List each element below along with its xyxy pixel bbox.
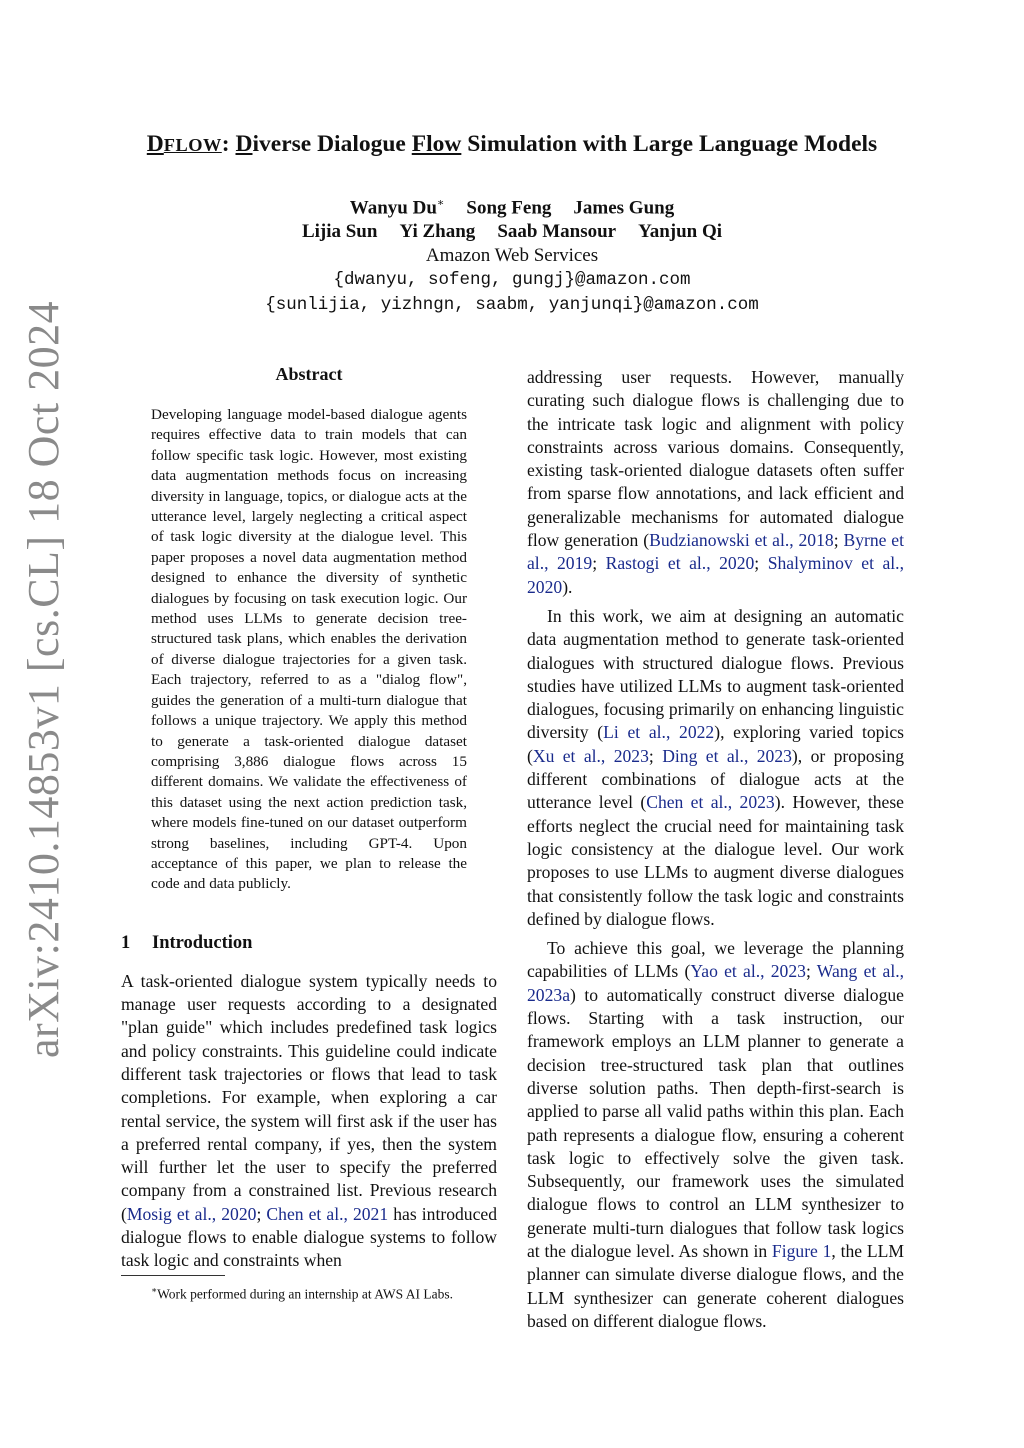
text-run: In this work, we aim at designing an automatic data augmentation method to generate task-oriented dialogues with structured dialogue flows. Previous studies have utilized LLMs to augment task-oriented dialogues, focusing primarily on enhancing linguistic diversity ( — [527, 605, 904, 743]
author-block — [0, 191, 1024, 318]
text-run: ), or proposing different combinations of dialogue acts at the utterance level ( — [527, 745, 904, 813]
intro-paragraph-2 — [527, 605, 904, 931]
text-run: ; — [754, 553, 768, 574]
citation-link[interactable]: Chen et al., 2023 — [646, 792, 775, 813]
author-name: Wanyu Du — [349, 197, 437, 219]
author-name: Yanjun Qi — [638, 221, 723, 243]
text-run: ; — [256, 1203, 267, 1224]
section-number: 1 — [121, 932, 131, 953]
citation-link[interactable]: Chen et al., 2021 — [266, 1203, 389, 1224]
text-run: ; — [805, 961, 817, 982]
citation-link[interactable]: Byrne et al., 2019 — [527, 530, 905, 574]
title-part: : — [221, 131, 236, 157]
author-row — [0, 220, 1024, 244]
email-line: {dwanyu, sofeng, gungj}@amazon.com — [333, 270, 691, 291]
figure-reference-link[interactable]: Figure 1 — [771, 1240, 832, 1261]
citation-link[interactable]: Ding et al., 2023 — [662, 745, 792, 766]
footnote-text: Work performed during an internship at AWS AI Labs. — [157, 1286, 454, 1302]
email-line: {sunlijia, yizhngn, saabm, yanjunqi}@amazon.com — [265, 295, 759, 316]
title-part: LOW — [175, 135, 222, 155]
right-column — [527, 366, 904, 1333]
intro-paragraph-3 — [527, 937, 904, 1333]
text-run: ), exploring varied topics ( — [527, 722, 904, 766]
text-run: ; — [833, 530, 844, 551]
section-heading — [121, 933, 497, 954]
paper-title — [0, 131, 1024, 158]
author-row — [0, 191, 1024, 220]
author-name: Saab Mansour — [497, 221, 617, 243]
arxiv-identifier: arXiv:2410.14853v1 [cs.CL] 18 Oct 2024 — [19, 300, 68, 1058]
citation-link[interactable]: Xu et al., 2023 — [532, 745, 649, 766]
section-title: Introduction — [152, 932, 253, 953]
title-part: F — [163, 135, 176, 155]
title-part: Flow — [411, 131, 462, 157]
title-part: D — [146, 131, 164, 157]
abstract-heading: Abstract — [275, 364, 343, 384]
author-name: James Gung — [573, 197, 675, 219]
citation-link[interactable]: Wang et al., 2023a — [527, 961, 905, 1005]
citation-link[interactable]: Mosig et al., 2020 — [126, 1203, 257, 1224]
text-run: To achieve this goal, we leverage the planning capabilities of LLMs ( — [527, 938, 904, 982]
footnote-marker: ∗ — [151, 1284, 158, 1295]
footnote-divider — [121, 1275, 225, 1276]
left-column — [121, 364, 497, 1302]
author-name: Lijia Sun — [301, 221, 378, 243]
footnote — [121, 1282, 497, 1303]
footnote-marker: ∗ — [436, 197, 445, 209]
citation-link[interactable]: Yao et al., 2023 — [690, 961, 806, 982]
intro-paragraph-1-continued — [527, 366, 904, 599]
title-part: Simulation with Large Language Models — [461, 131, 878, 157]
text-run: A task-oriented dialogue system typically needs to manage user requests according to a designated "plan guide" which includes predefined task logics and policy constraints. This guideline could indicate different task trajectories or flows that lead to task completions. For example, when exploring a car rental service, the system will first ask if the user has a preferred rental company, if yes, then the system will further let the user to specify the preferred company from a constrained list. Previous research ( — [121, 970, 497, 1224]
text-run: addressing user requests. However, manually curating such dialogue flows is challenging due to the intricate task logic and alignment with policy constraints across various domains. Consequently, existing task-oriented dialogue datasets often suffer from sparse flow annotations, and lack efficient and generalizable mechanisms for automated dialogue flow generation ( — [527, 367, 904, 551]
text-run: ) to automatically construct diverse dialogue flows. Starting with a task instruction, our framework employs an LLM planner to generate a decision tree-structured task plan that outlines diverse solution paths. Then depth-first-search is applied to parse all valid paths within this plan. Each path represents a dialogue flow, ensuring a coherent task logic to effectively solve the given task. Subsequently, our framework uses the simulated dialogue flows to control an LLM synthesizer to generate multi-turn dialogues that follow task logics at the dialogue level. As shown in — [527, 984, 904, 1261]
citation-link[interactable]: Li et al., 2022 — [603, 722, 715, 743]
text-run: ). However, these efforts neglect the crucial need for maintaining task logic consistency at the dialogue level. Our work proposes to use LLMs to augment diverse dialogues that consistently follow the task logic and constraints defined by dialogue flows. — [527, 792, 904, 929]
abstract-text: Developing language model-based dialogue agents requires effective data to train models that can follow specific task logic. However, most existing data augmentation methods focus on increasing diversity in language, topics, or dialogue acts at the utterance level, largely neglecting a critical aspect of task logic diversity at the dialogue level. This paper proposes a novel data augmentation method designed to enhance the diversity of synthetic dialogues by focusing on task execution logic. Our method uses LLMs to generate decision tree-structured task plans, which enables the derivation of diverse dialogue trajectories for a given task. Each trajectory, referred to as a "dialog flow", guides the generation of a multi-turn dialogue that follows a unique trajectory. We apply this method to generate a task-oriented dialogue dataset comprising 3,886 dialogue flows across 15 different domains. We validate the effectiveness of this dataset using the next action prediction task, where models fine-tuned on our dataset outperform strong baselines, including GPT-4. Upon acceptance of this paper, we plan to release the code and data publicly. — [151, 406, 467, 893]
text-run: , the LLM planner can simulate diverse dialogue flows, and the LLM synthesizer can generate coherent dialogues based on different dialogue flows. — [527, 1240, 904, 1331]
text-run: ; — [648, 745, 663, 766]
title-part: iverse Dialogue — [252, 131, 412, 157]
affiliation: Amazon Web Services — [425, 245, 599, 267]
author-name: Song Feng — [466, 197, 552, 219]
text-run: ; — [592, 553, 606, 574]
citation-link[interactable]: Shalyminov et al., 2020 — [527, 553, 904, 597]
text-run: has introduced dialogue flows to enable dialogue systems to follow task logic and constraints when — [121, 1203, 497, 1271]
title-part: D — [235, 131, 253, 157]
citation-link[interactable]: Budzianowski et al., 2018 — [649, 530, 834, 551]
citation-link[interactable]: Rastogi et al., 2020 — [605, 553, 755, 574]
text-run: ). — [562, 576, 573, 597]
intro-paragraph-1 — [121, 970, 497, 1273]
author-name: Yi Zhang — [399, 221, 476, 243]
